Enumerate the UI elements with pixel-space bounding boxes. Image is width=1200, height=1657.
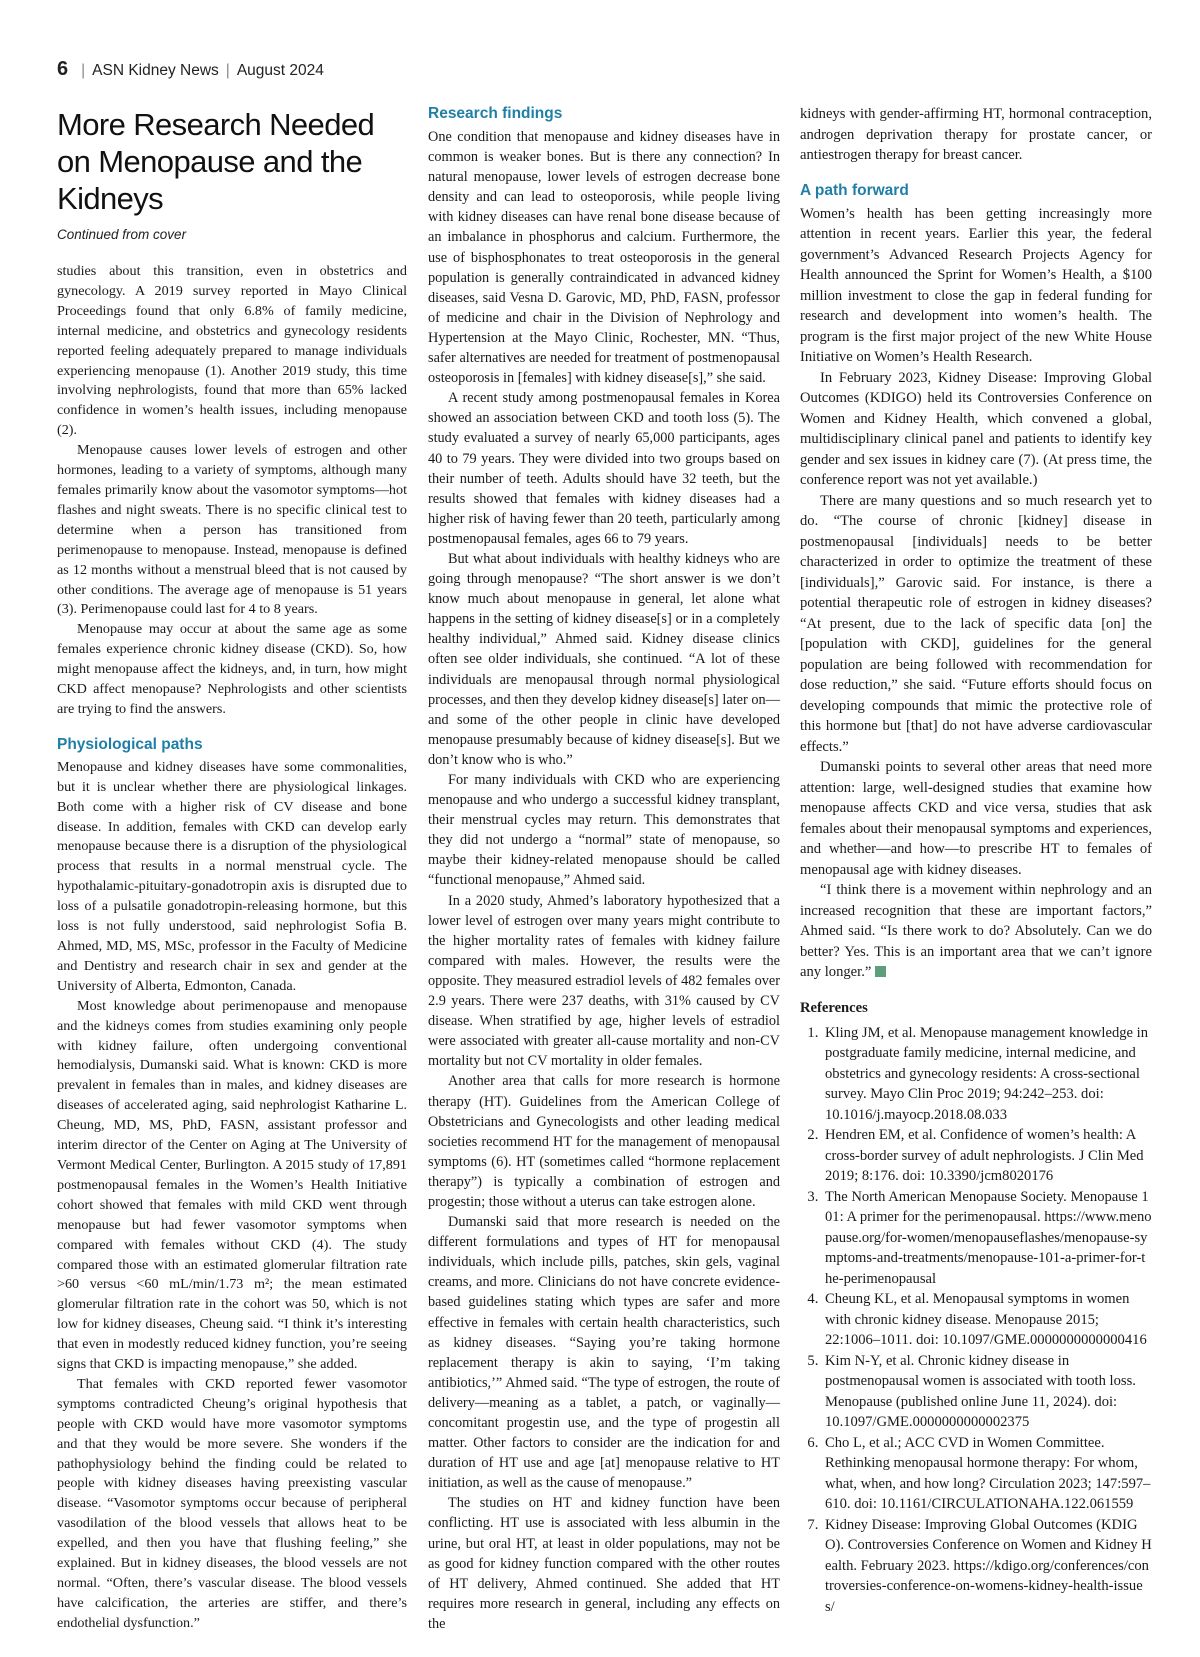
end-of-article-mark-icon <box>875 966 886 977</box>
body-paragraph: Dumanski said that more research is needed on the different formulations and types of HT for menopausal individuals, which include pills, patches, skin gels, vaginal creams, and more. Clinicians do not have concrete evidence-based guidelines stating which types are safer and more effective in females with certain health characteristics, such as kidney diseases. “Saying you’re taking hormone replacement therapy is akin to saying, ‘I’m taking antibiotics,’” Ahmed said. “The type of estrogen, the route of delivery—meaning as a tablet, a patch, or vaginally—concomitant progestin use, and the type of progestin all matter. Other factors to consider are the indication for and duration of HT use and age [at] menopause relative to HT initiation, as well as the cause of menopause.” <box>428 1214 780 1492</box>
reference-list <box>800 1023 1152 1618</box>
column-2 <box>428 103 780 1634</box>
reference-item: 5. Kim N-Y, et al. Chronic kidney disease in postmenopausal women is associated with tooth loss. Menopause (published online June 11, 2024). doi: 10.1097/GME.0000000000002375 <box>822 1351 1152 1433</box>
body-paragraph: Most knowledge about perimenopause and menopause and the kidneys comes from studies examining only people with kidney failure, often undergoing conventional hemodialysis, Dumanski said. What is known: CKD is more prevalent in females than in males, and kidney diseases are diseases of accelerated aging, said nephrologist Katharine L. Cheung, MD, MS, PhD, FASN, assistant professor and interim director of the Center on Aging at The University of Vermont Medical Center, Burlington. A 2015 study of 17,891 postmenopausal females in the Women’s Health Initiative cohort showed that females with mild CKD went through menopause but had fewer vasomotor symptoms when compared with females without CKD (4). The study compared those with an estimated glomerular filtration rate >60 versus <60 mL/min/1.73 m²; the mean estimated glomerular filtration rate in the cohort was 50, which is not low for kidney diseases, Cheung said. “I think it’s interesting that even in modestly reduced kidney function, you’re seeing signs that CKD is impacting menopause,” she added. <box>57 997 407 1373</box>
reference-item: 1. Kling JM, et al. Menopause management knowledge in postgraduate family medicine, internal medicine, and obstetrics and gynecology residents: A cross-sectional survey. Mayo Clin Proc 2019; 94:242–253. doi: 10.1016/j.mayocp.2018.08.033 <box>822 1023 1152 1126</box>
reference-item: 7. Kidney Disease: Improving Global Outcomes (KDIGO). Controversies Conference on Women and Kidney Health. February 2023. https://kdigo.org/conferences/controversies-conference-on-womens-kidney-health-issues/ <box>822 1515 1152 1618</box>
body-paragraph: Menopause may occur at about the same age as some females experience chronic kidney disease (CKD). So, how might menopause affect the kidneys, and, in turn, how might CKD affect menopause? Nephrologists and other scientists are trying to find the answers. <box>57 621 407 717</box>
body-paragraph: Menopause causes lower levels of estrogen and other hormones, leading to a variety of symptoms, although many females primarily know about the vasomotor symptoms—hot flashes and night sweats. There is no specific clinical test to determine when a person has transitioned from perimenopause to menopause. Instead, menopause is defined as 12 months without a menstrual bleed that is not caused by other conditions. The average age of menopause is 51 years (3). Perimenopause could last for 4 to 8 years. <box>57 442 407 618</box>
body-paragraph: For many individuals with CKD who are experiencing menopause and who undergo a successful kidney transplant, their menstrual cycles may return. This demonstrates that they did not undergo a “normal” state of menopause, so maybe their kidney-related menopause should be called “functional menopause,” Ahmed said. <box>428 772 780 889</box>
body-paragraph: Another area that calls for more research is hormone therapy (HT). Guidelines from the American College of Obstetricians and Gynecologists and other leading medical societies recommend HT for the management of menopausal symptoms (6). HT (sometimes called “hormone replacement therapy”) is typically a combination of estrogen and progestin; those without a uterus can take estrogen alone. <box>428 1073 780 1210</box>
body-paragraph: That females with CKD reported fewer vasomotor symptoms contradicted Cheung’s original hypothesis that people with CKD would have more vasomotor symptoms and that they would be more severe. She wonders if the pathophysiology behind the finding could be related to people with kidney diseases having preexisting vascular disease. “Vasomotor symptoms occur because of peripheral vasodilation of the blood vessels that allows heat to be expelled, and then you have that flushing feeling,” she explained. But in kidney diseases, the blood vessels are not normal. “Often, there’s vascular disease. The blood vessels have calcification, the arteries are stiffer, and there’s endothelial dysfunction.” <box>57 1375 407 1631</box>
section-heading-path-forward: A path forward <box>800 181 909 199</box>
publication-name: ASN Kidney News <box>92 62 219 79</box>
reference-item: 6. Cho L, et al.; ACC CVD in Women Committee. Rethinking menopausal hormone therapy: For whom, what, when, and how long? Circulation 2023; 147:597–610. doi: 10.1161/CIRCULATIONAHA.122.061559 <box>822 1433 1152 1515</box>
references-heading: References <box>800 999 868 1016</box>
continued-note: Continued from cover <box>57 227 187 242</box>
issue-date: August 2024 <box>236 62 324 79</box>
body-paragraph: There are many questions and so much research yet to do. “The course of chronic [kidney] disease in postmenopausal [individuals] needs to be better characterized in order to optimize the treatment of these [individuals],” Garovic said. For instance, is there a potential therapeutic role of estrogen in kidney diseases? “At present, due to the lack of specific data [on] the [population with CKD], guidelines for the general population are being followed with recommendation for dose reduction,” she said. “Future efforts should focus on developing compounds that mimic the protective role of this hormone but [that] do not have adverse cardiovascular effects.” <box>800 492 1152 755</box>
article-title: More Research Needed on Menopause and the Kidneys <box>57 107 375 216</box>
reference-item: 3. The North American Menopause Society. Menopause 101: A primer for the perimenopausal. https://www.menopause.org/for-women/menopauseflashes/menopause-symptoms-and-treatments/menopause-101-a-primer-for-the-perimenopausal <box>822 1187 1152 1290</box>
body-paragraph: The studies on HT and kidney function have been conflicting. HT use is associated with less albumin in the urine, but oral HT, at least in older populations, may not be as good for kidney function compared with the other routes of HT delivery, Ahmed continued. She added that HT requires more research in general, including any effects on the <box>428 1495 780 1632</box>
body-paragraph: Women’s health has been getting increasingly more attention in recent years. Earlier this year, the federal government’s Advanced Research Projects Agency for Health announced the Sprint for Women’s Health, a $100 million investment to close the gap in federal funding for research and development into women’s health. The program is the first major project of the new White House Initiative on Women’s Health Research. <box>800 205 1152 365</box>
running-header: 6 | ASN Kidney News | August 2024 <box>57 58 324 80</box>
reference-item: 2. Hendren EM, et al. Confidence of women’s health: A cross-border survey of adult nephrologists. J Clin Med 2019; 8:176. doi: 10.3390/jcm8020176 <box>822 1125 1152 1187</box>
column-1 <box>57 262 407 1634</box>
body-paragraph: A recent study among postmenopausal females in Korea showed an association between CKD and tooth loss (5). The study evaluated a survey of nearly 65,000 participants, ages 40 to 79 years. They were divided into two groups based on their number of teeth. Adults should have 32 teeth, but the results showed that females with kidney diseases had a higher risk of having fewer than 20 teeth, particularly among postmenopausal females, ages 66 to 79 years. <box>428 390 780 547</box>
body-paragraph: But what about individuals with healthy kidneys who are going through menopause? “The short answer is we don’t know much about menopause in general, let alone what happens in the setting of kidney disease[s] or in a completely healthy individual,” Ahmed said. Kidney disease clinics often see older individuals, she continued. “A lot of these individuals are menopausal through normal physiological processes, and then they develop kidney disease[s] later on—and some of the other people in clinic have developed menopause presumably because of kidney disease[s]. But we don’t know who is who.” <box>428 550 780 768</box>
body-paragraph: One condition that menopause and kidney diseases have in common is weaker bones. But is there any connection? In natural menopause, lower levels of estrogen decrease bone density and can lead to osteoporosis, while people living with kidney diseases can have renal bone disease because of an imbalance in phosphorus and calcium. Furthermore, the use of bisphosphonates to treat osteoporosis in the general population is generally contraindicated in advanced kidney diseases, said Vesna D. Garovic, MD, PhD, FASN, professor of medicine and chair in the Division of Nephrology and Hypertension at the Mayo Clinic, Rochester, MN. “Thus, safer alternatives are needed for treatment of postmenopausal osteoporosis in [females] with kidney disease[s],” she said. <box>428 129 780 387</box>
page-number: 6 <box>57 58 69 80</box>
body-paragraph: In February 2023, Kidney Disease: Improving Global Outcomes (KDIGO) held its Controversies Conference on Women and Kidney Health, which convened a global, multidisciplinary clinical panel and patients to identify key gender and sex issues in kidney care (7). (At press time, the conference report was not yet available.) <box>800 369 1152 488</box>
section-heading-research: Research findings <box>428 105 563 122</box>
body-paragraph: Dumanski points to several other areas that need more attention: large, well-designed studies that examine how menopause affects CKD and vice versa, studies that ask females about their menopausal symptoms and experiences, and whether—and how—to prescribe HT to females of menopausal age with kidney diseases. <box>800 759 1152 878</box>
section-heading-physiological: Physiological paths <box>57 735 203 753</box>
body-paragraph: studies about this transition, even in obstetrics and gynecology. A 2019 survey reported in Mayo Clinical Proceedings found that only 6.8% of family medicine, internal medicine, and obstetrics and gynecology residents reported feeling adequately prepared to manage individuals experiencing menopause (1). Another 2019 study, this time involving nephrologists, found that more than 65% lacked confidence in women’s health issues, including menopause (2). <box>57 263 407 439</box>
body-paragraph: kidneys with gender-affirming HT, hormonal contraception, androgen deprivation therapy for prostate cancer, or antiestrogen therapy for breast cancer. <box>800 106 1152 163</box>
body-paragraph-final: “I think there is a movement within nephrology and an increased recognition that these are important factors,” Ahmed said. “Is there work to do? Absolutely. Can we do better? Yes. This is an important area that we can’t ignore any longer.” <box>800 882 1152 980</box>
column-3 <box>800 104 1152 1617</box>
body-paragraph: In a 2020 study, Ahmed’s laboratory hypothesized that a lower level of estrogen over many years might contribute to the higher mortality rates of females with kidney failure compared with males. However, the results were the opposite. They measured estradiol levels of 482 females over 2.9 years. There were 237 deaths, with 31% caused by CV disease. When stratified by age, higher levels of estradiol were associated with greater all-cause mortality and non-CV mortality but not CV mortality in older females. <box>428 892 780 1070</box>
body-paragraph: Menopause and kidney diseases have some commonalities, but it is unclear whether there are physiological linkages. Both come with a higher risk of CV disease and bone disease. In addition, females with CKD can develop early menopause because there is a disruption of the physiological process that results in a normal menstrual cycle. The hypothalamic-pituitary-gonadotropin axis is disrupted due to loss of a pulsatile gonadotropin-releasing hormone, but this loss is not fully understood, said nephrologist Sofia B. Ahmed, MD, MS, MSc, professor in the Faculty of Medicine and Dentistry and research chair in sex and gender at the University of Alberta, Edmonton, Canada. <box>57 758 407 994</box>
reference-item: 4. Cheung KL, et al. Menopausal symptoms in women with chronic kidney disease. Menopause 2015; 22:1006–1011. doi: 10.1097/GME.0000000000000416 <box>822 1289 1152 1351</box>
